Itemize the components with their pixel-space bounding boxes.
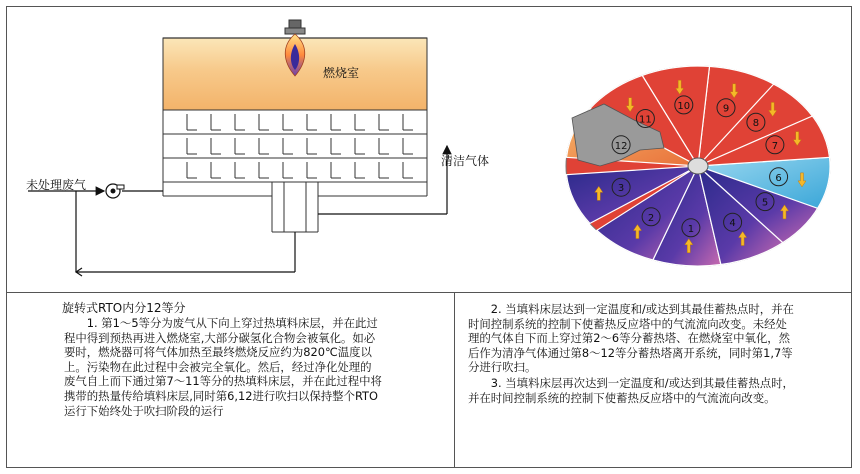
sector-number-9: 9 (722, 103, 730, 115)
wheel-hub (688, 158, 708, 174)
media-bed (163, 110, 427, 182)
combustion-chamber-label: 燃烧室 (323, 66, 360, 80)
rotary-wheel (566, 66, 830, 266)
return-loop (76, 191, 295, 276)
sector-number-7: 7 (771, 140, 779, 152)
bottom-plenum (163, 182, 427, 232)
paragraph-3: 3. 当填料床层再次达到一定温度和/或达到其最佳蓄热点时，并在时间控制系统的控制下使蓄热反应塔中的气流流向改变。 (468, 375, 794, 405)
sector-number-1: 1 (687, 223, 695, 235)
sector-number-3: 3 (617, 183, 625, 195)
sector-number-10: 10 (677, 100, 691, 112)
sector-number-6: 6 (775, 172, 782, 184)
inlet-label: 未处理废气 (26, 178, 87, 192)
sector-number-11: 11 (639, 114, 652, 126)
text-heading: 旋转式RTO内分12等分 (62, 301, 186, 315)
sector-number-4: 4 (729, 218, 736, 230)
fan-icon (106, 184, 124, 198)
paragraph-right (468, 302, 796, 405)
sector-number-8: 8 (752, 118, 760, 130)
sector-number-2: 2 (647, 212, 655, 224)
paragraph-1: 1. 第1～5等分为废气从下向上穿过热填料床层，并在此过程中得到预热再进入燃烧室,大部分碳氢化合物会被氧化。如必要时，燃烧器可将气体加热至最终燃烧反应约为820℃温度以上。污染物在此过程中会被完全氧化。然后，经过净化处理的废气自上而下通过第7～11等分的热填料床层，并在此过程中将携带的热量传给填料床层,同时第6,12进行吹扫以保持整个RTO运行下始终处于吹扫阶段的运行 (64, 316, 382, 418)
vertical-divider (454, 292, 455, 468)
horizontal-divider (6, 292, 852, 293)
sector-number-12: 12 (614, 140, 628, 152)
outlet-label: 清洁气体 (441, 154, 490, 168)
sector-number-5: 5 (761, 197, 769, 209)
paragraph-2: 2. 当填料床层达到一定温度和/或达到其最佳蓄热点时，并在时间控制系统的控制下使蓄热反应塔中的气流流向改变。未经处理的气体自下而上穿过第2～6等分蓄热塔、在燃烧室中氧化，然后作为清净气体通过第8～12等分蓄热塔离开系统，同时第1,7等分进行吹扫。 (468, 302, 794, 375)
paragraph-left (64, 316, 382, 418)
